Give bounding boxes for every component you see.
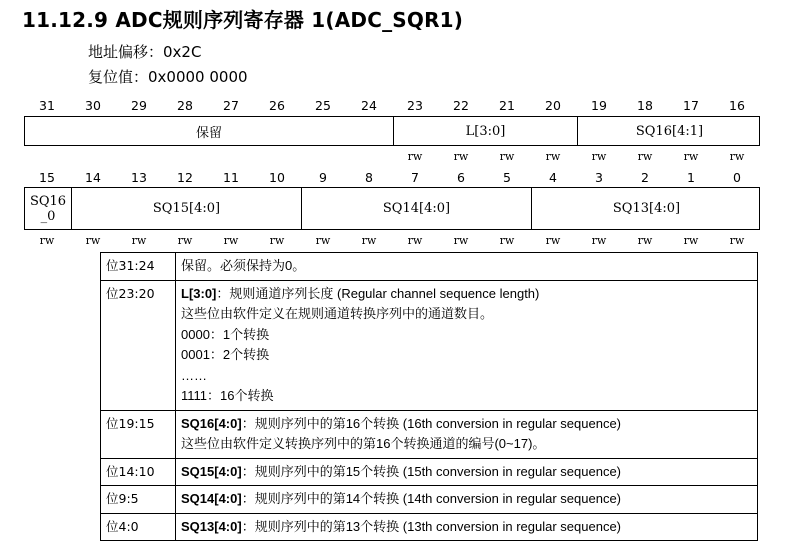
description-text: 保留。必须保持为0。 [181, 258, 306, 273]
bit-number: 8 [365, 170, 373, 185]
access-label: rw [591, 234, 607, 247]
bit-description [176, 253, 758, 281]
bit-number: 20 [545, 98, 561, 113]
access-label: rw [269, 234, 285, 247]
description-text: ：规则序列中的第13个转换 (13th conversion in regular sequence) [241, 518, 622, 534]
description-line [181, 462, 752, 483]
access-label: rw [315, 234, 331, 247]
table-row [101, 486, 758, 514]
bit-number: 6 [457, 170, 465, 185]
description-text: ：规则序列中的第14个转换 (14th conversion in regular sequence) [241, 491, 622, 506]
field-name: SQ16[4:0] [181, 415, 242, 431]
bit-number: 12 [177, 170, 193, 185]
page-title: 11.12.9 ADC规则序列寄存器 1(ADC_SQR1) [22, 8, 464, 32]
description-line [181, 304, 752, 325]
access-label: rw [637, 234, 653, 247]
field-SQ13: SQ13[4:0] [531, 188, 761, 229]
field-name: L[3:0] [181, 285, 217, 301]
field-SQ15: SQ15[4:0] [71, 188, 301, 229]
bit-number: 17 [683, 98, 699, 113]
bit-number: 26 [269, 98, 285, 113]
bit-number: 13 [131, 170, 147, 185]
description-text: ：规则序列中的第16个转换 (16th conversion in regular sequence) [241, 415, 622, 431]
description-line [181, 386, 752, 407]
description-text: 0000：1个转换 [181, 326, 270, 342]
bit-number: 29 [131, 98, 147, 113]
description-text: ：规则通道序列长度 (Regular channel sequence length) [216, 285, 540, 301]
description-line [181, 414, 752, 435]
reset-value: 复位值：0x0000 0000 [88, 68, 248, 86]
bit-number: 1 [687, 170, 695, 185]
bit-number: 18 [637, 98, 653, 113]
bit-number: 7 [411, 170, 419, 185]
bit-number: 4 [549, 170, 557, 185]
description-line [181, 345, 752, 366]
description-text: 1111：16个转换 [181, 388, 274, 403]
access-label: rw [683, 150, 699, 163]
bit-number: 30 [85, 98, 101, 113]
table-row [101, 410, 758, 458]
access-label: rw [729, 150, 745, 163]
bit-range: 位14:10 [101, 458, 176, 486]
field-SQ14: SQ14[4:0] [301, 188, 531, 229]
bit-range: 位4:0 [101, 513, 176, 541]
bit-number: 25 [315, 98, 331, 113]
access-label: rw [407, 234, 423, 247]
access-label: rw [453, 150, 469, 163]
access-label: rw [361, 234, 377, 247]
access-label: rw [223, 234, 239, 247]
access-label: rw [85, 234, 101, 247]
description-text: ：规则序列中的第15个转换 (15th conversion in regular sequence) [241, 463, 622, 479]
register-upper-half [24, 116, 760, 146]
bit-number: 21 [499, 98, 515, 113]
bit-number: 19 [591, 98, 607, 113]
access-label: rw [499, 234, 515, 247]
bit-number: 24 [361, 98, 377, 113]
bit-number: 9 [319, 170, 327, 185]
access-label: rw [407, 150, 423, 163]
access-label: rw [545, 234, 561, 247]
bit-number: 23 [407, 98, 423, 113]
description-line [181, 256, 752, 277]
access-label: rw [499, 150, 515, 163]
address-offset: 地址偏移：0x2C [88, 43, 202, 61]
bit-number: 28 [177, 98, 193, 113]
field-SQ16-4-1: SQ16[4:1] [577, 117, 761, 145]
description-text: 这些位由软件定义转换序列中的第16个转换通道的编号(0~17)。 [181, 436, 546, 451]
field-SQ16-0: SQ16 _0 [29, 193, 67, 224]
bit-number: 22 [453, 98, 469, 113]
bit-range: 位9:5 [101, 486, 176, 514]
access-label: rw [637, 150, 653, 163]
access-label: rw [131, 234, 147, 247]
bit-number: 31 [39, 98, 55, 113]
access-label: rw [453, 234, 469, 247]
upper-bit-numbers [24, 98, 760, 114]
bit-number: 15 [39, 170, 55, 185]
bit-description [176, 513, 758, 541]
access-label: rw [39, 234, 55, 247]
access-label: rw [177, 234, 193, 247]
bit-number: 2 [641, 170, 649, 185]
table-row [101, 253, 758, 281]
field-name: SQ13[4:0] [181, 518, 242, 534]
description-line [181, 325, 752, 346]
description-line [181, 434, 752, 455]
bit-description [176, 410, 758, 458]
description-text: 0001：2个转换 [181, 347, 270, 362]
field-reserved: 保留 [195, 125, 222, 141]
access-label: rw [545, 150, 561, 163]
bit-number: 10 [269, 170, 285, 185]
bit-description [176, 486, 758, 514]
bit-number: 3 [595, 170, 603, 185]
description-line [181, 366, 752, 387]
lower-bit-numbers [24, 170, 760, 186]
bit-number: 0 [733, 170, 741, 185]
access-label: rw [591, 150, 607, 163]
access-label: rw [683, 234, 699, 247]
bit-range: 位19:15 [101, 410, 176, 458]
bit-description [176, 458, 758, 486]
description-line [181, 489, 752, 510]
table-row [101, 280, 758, 410]
bit-number: 5 [503, 170, 511, 185]
table-row [101, 513, 758, 541]
bit-number: 11 [223, 170, 239, 185]
access-label: rw [729, 234, 745, 247]
bit-description-table [100, 252, 758, 541]
table-row [101, 458, 758, 486]
description-line [181, 517, 752, 538]
description-text: 这些位由软件定义在规则通道转换序列中的通道数目。 [181, 306, 494, 321]
bit-range: 位31:24 [101, 253, 176, 281]
field-name: SQ14[4:0] [181, 491, 242, 506]
upper-access-row [24, 150, 760, 164]
bit-description [176, 280, 758, 410]
bit-range: 位23:20 [101, 280, 176, 410]
description-line [181, 284, 752, 305]
description-text: …… [181, 367, 207, 383]
bit-number: 14 [85, 170, 101, 185]
field-L: L[3:0] [393, 117, 577, 145]
bit-number: 16 [729, 98, 745, 113]
register-lower-half [24, 187, 760, 230]
field-name: SQ15[4:0] [181, 463, 242, 479]
bit-number: 27 [223, 98, 239, 113]
lower-access-row [24, 234, 760, 248]
